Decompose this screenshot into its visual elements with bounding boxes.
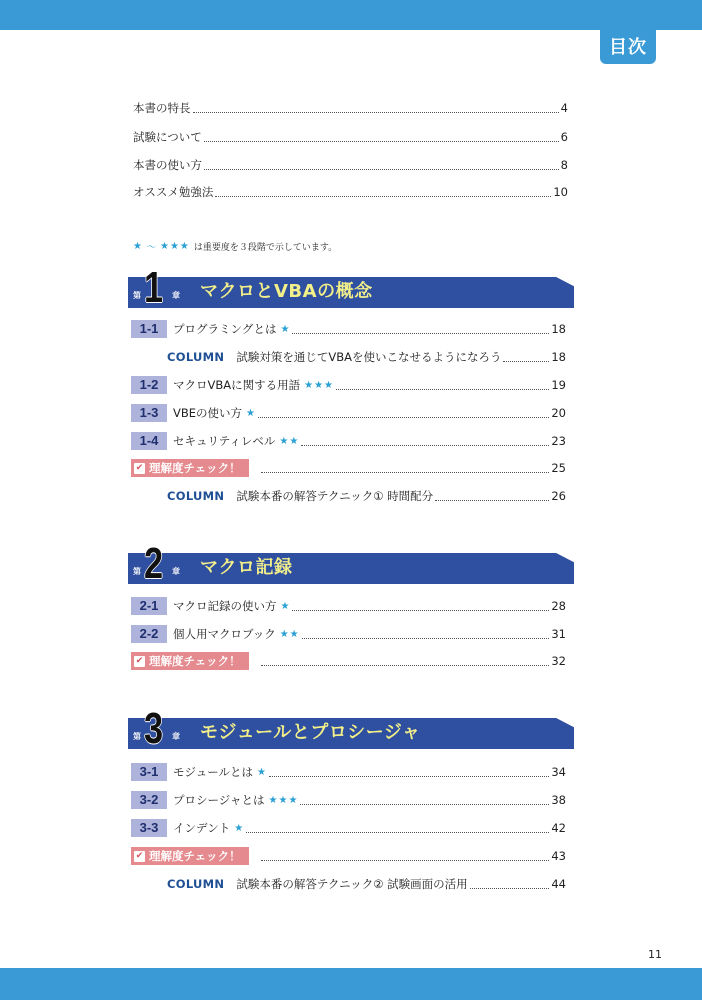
entry-label: モジュールとは <box>173 765 254 779</box>
entry-page: 10 <box>553 185 568 199</box>
toc-entry-section[interactable] <box>131 762 566 782</box>
entry-label: セキュリティレベル <box>173 434 276 448</box>
dot-leader <box>246 832 549 833</box>
entry-page: 4 <box>560 101 568 115</box>
top-bar <box>0 0 702 30</box>
importance-stars-icon: ★ <box>280 600 291 612</box>
entry-label: 個人用マクロブック <box>173 627 276 641</box>
toc-entry-front-3[interactable] <box>133 155 568 175</box>
dot-leader <box>336 389 549 390</box>
entry-page: 6 <box>560 130 568 144</box>
section-number-badge: 1-3 <box>131 404 167 422</box>
dot-leader <box>470 888 550 889</box>
toc-entry-front-1[interactable] <box>133 98 568 118</box>
chapter-suffix: 章 <box>172 567 180 576</box>
check-label: 理解度チェック！ <box>149 654 241 668</box>
entry-page: 32 <box>551 654 566 668</box>
entry-page: 18 <box>551 322 566 336</box>
section-number-badge: 1-1 <box>131 320 167 338</box>
check-label: 理解度チェック！ <box>149 461 241 475</box>
section-number-badge: 3-3 <box>131 819 167 837</box>
importance-stars-icon: ★★ <box>279 628 300 640</box>
dot-leader <box>302 638 550 639</box>
toc-tab: 目次 <box>600 28 656 64</box>
toc-entry-column[interactable] <box>131 486 566 506</box>
bottom-bar <box>0 968 702 1000</box>
entry-page: 44 <box>551 877 566 891</box>
dot-leader <box>300 804 549 805</box>
toc-entry-section[interactable] <box>131 431 566 451</box>
dot-leader <box>301 445 549 446</box>
importance-stars-icon: ★★ <box>279 435 300 447</box>
entry-label: プロシージャとは <box>173 793 265 807</box>
toc-entry-section[interactable] <box>131 403 566 423</box>
importance-stars-icon: ★★★ <box>268 794 299 806</box>
entry-page: 25 <box>551 461 566 475</box>
chapter-prefix: 第 <box>133 291 141 300</box>
dot-leader <box>215 196 551 197</box>
dot-leader <box>204 169 559 170</box>
entry-label: オススメ勉強法 <box>133 185 214 199</box>
toc-entry-section[interactable] <box>131 790 566 810</box>
importance-stars-icon: ★★★ <box>304 379 335 391</box>
checkmark-icon: ✔ <box>135 850 144 861</box>
toc-entry-section[interactable] <box>131 319 566 339</box>
page-number: 11 <box>648 948 662 961</box>
entry-label: マクロ記録の使い方 <box>173 599 277 613</box>
checkmark-icon: ✔ <box>135 655 144 666</box>
dot-leader <box>292 333 549 334</box>
toc-entry-front-2[interactable] <box>133 127 568 147</box>
comprehension-check-badge <box>131 847 249 865</box>
check-label: 理解度チェック！ <box>149 849 241 863</box>
entry-page: 26 <box>551 489 566 503</box>
tilde: 〜 <box>146 243 156 253</box>
chapter-2-banner[interactable] <box>128 539 574 588</box>
chapter-suffix: 章 <box>172 732 180 741</box>
importance-stars-icon: ★ <box>234 822 245 834</box>
toc-entry-section[interactable] <box>131 818 566 838</box>
entry-page: 23 <box>551 434 566 448</box>
entry-label: 本書の特長 <box>133 101 191 115</box>
chapter-number: 3 <box>144 704 164 753</box>
dot-leader <box>503 361 549 362</box>
checkmark-icon: ✔ <box>135 462 144 473</box>
column-tag: COLUMN <box>167 489 225 503</box>
entry-label: 試験本番の解答テクニック② 試験画面の活用 <box>236 877 468 891</box>
dot-leader <box>204 141 559 142</box>
dot-leader <box>261 860 550 861</box>
column-tag: COLUMN <box>167 350 225 364</box>
chapter-suffix: 章 <box>172 291 180 300</box>
entry-label: 試験対策を通じてVBAを使いこなせるようになろう <box>236 350 502 364</box>
dot-leader <box>258 417 549 418</box>
importance-stars-icon: ★ <box>257 766 268 778</box>
section-number-badge: 2-1 <box>131 597 167 615</box>
chapter-prefix: 第 <box>133 732 141 741</box>
entry-label: インデント <box>173 821 231 835</box>
entry-page: 20 <box>551 406 566 420</box>
entry-page: 18 <box>551 350 566 364</box>
section-number-badge: 2-2 <box>131 625 167 643</box>
star-icon: ★★★ <box>159 241 190 252</box>
toc-entry-check[interactable] <box>131 458 566 478</box>
entry-label: 本書の使い方 <box>133 158 202 172</box>
entry-page: 34 <box>551 765 566 779</box>
section-number-badge: 3-2 <box>131 791 167 809</box>
section-number-badge: 1-4 <box>131 432 167 450</box>
chapter-title: マクロとVBAの概念 <box>200 281 373 302</box>
dot-leader <box>435 500 549 501</box>
entry-label: 試験について <box>133 130 202 144</box>
entry-label: 試験本番の解答テクニック① 時間配分 <box>236 489 434 503</box>
dot-leader <box>292 610 549 611</box>
entry-page: 28 <box>551 599 566 613</box>
toc-entry-column[interactable] <box>131 347 566 367</box>
comprehension-check-badge <box>131 652 249 670</box>
entry-label: VBEの使い方 <box>173 406 243 420</box>
chapter-number: 1 <box>144 263 164 312</box>
entry-label: マクロVBAに関する用語 <box>173 378 301 392</box>
dot-leader <box>261 472 550 473</box>
comprehension-check-badge <box>131 459 249 477</box>
chapter-3-banner[interactable] <box>128 704 574 753</box>
importance-stars-icon: ★ <box>280 323 291 335</box>
toc-entry-section[interactable] <box>131 375 566 395</box>
chapter-prefix: 第 <box>133 567 141 576</box>
toc-entry-section[interactable] <box>131 596 566 616</box>
chapter-title: マクロ記録 <box>200 557 293 578</box>
chapter-title: モジュールとプロシージャ <box>200 722 421 743</box>
importance-stars-icon: ★ <box>246 407 256 419</box>
toc-entry-column[interactable] <box>131 874 566 894</box>
toc-entry-front-4[interactable] <box>133 182 568 202</box>
column-tag: COLUMN <box>167 877 225 891</box>
dot-leader <box>261 665 550 666</box>
entry-page: 43 <box>551 849 566 863</box>
note-text: は重要度を３段階で示しています。 <box>193 243 338 253</box>
toc-entry-section[interactable] <box>131 624 566 644</box>
chapter-1-banner[interactable] <box>128 263 574 312</box>
section-number-badge: 3-1 <box>131 763 167 781</box>
entry-page: 31 <box>551 627 566 641</box>
entry-page: 42 <box>551 821 566 835</box>
dot-leader <box>193 112 559 113</box>
star-icon: ★ <box>133 241 143 252</box>
toc-entry-check[interactable] <box>131 846 566 866</box>
chapter-number: 2 <box>144 539 164 588</box>
entry-page: 19 <box>551 378 566 392</box>
importance-note <box>133 240 337 253</box>
dot-leader <box>269 776 549 777</box>
entry-page: 38 <box>551 793 566 807</box>
toc-entry-check[interactable] <box>131 651 566 671</box>
entry-label: プログラミングとは <box>173 322 277 336</box>
section-number-badge: 1-2 <box>131 376 167 394</box>
entry-page: 8 <box>560 158 568 172</box>
